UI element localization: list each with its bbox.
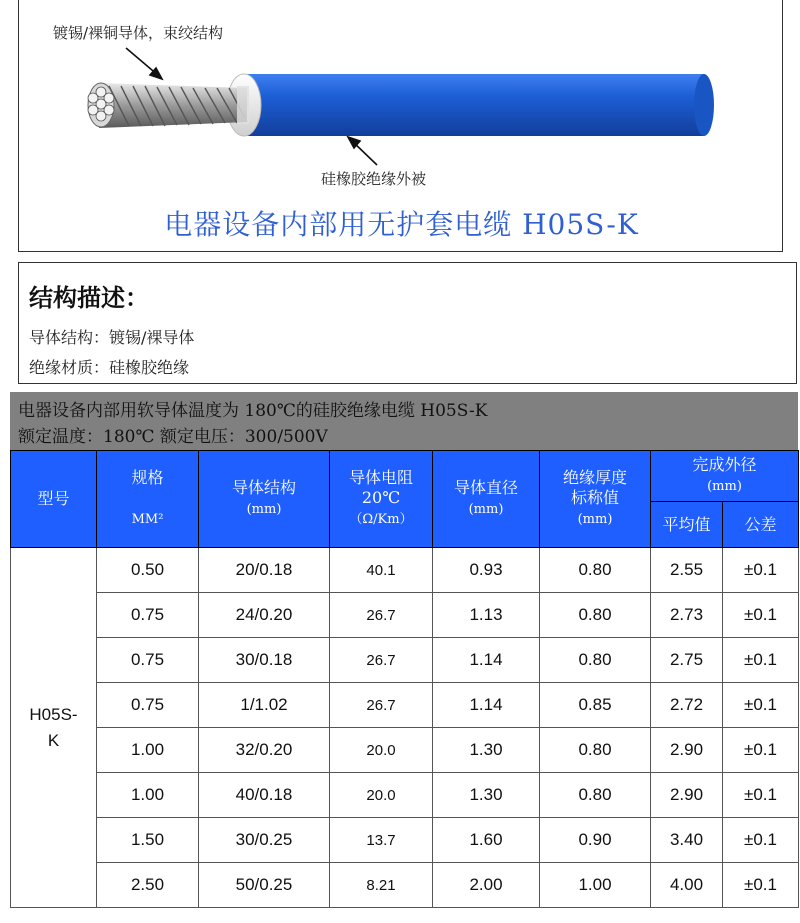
cell-spec: 2.50: [97, 863, 199, 908]
cell-diameter: 2.00: [433, 863, 540, 908]
conductor-structure-line: 导体结构：镀锡/裸导体: [29, 328, 195, 347]
cell-tolerance: ±0.1: [723, 638, 799, 683]
table-row: [11, 728, 799, 773]
table-row: [11, 593, 799, 638]
cell-resistance: 26.7: [330, 593, 433, 638]
cell-average: 2.72: [651, 683, 723, 728]
cell-spec: 0.75: [97, 638, 199, 683]
cell-structure: 32/0.20: [199, 728, 330, 773]
rating-banner: [10, 392, 798, 450]
cell-resistance: 13.7: [330, 818, 433, 863]
cell-resistance: 26.7: [330, 683, 433, 728]
table-row: [11, 818, 799, 863]
cell-resistance: 40.1: [330, 548, 433, 593]
cell-average: 2.90: [651, 773, 723, 818]
cell-structure: 30/0.25: [199, 818, 330, 863]
cell-diameter: 1.30: [433, 773, 540, 818]
cell-insulation: 0.80: [540, 773, 651, 818]
table-row: [11, 638, 799, 683]
insulation-material-line: 绝缘材质：硅橡胶绝缘: [29, 358, 190, 377]
cable-diagram-panel: [18, 0, 783, 252]
header-tolerance: 公差: [723, 502, 799, 548]
header-insulation: 绝缘厚度 标称值 (mm): [540, 451, 651, 548]
insulation-jacket: [227, 74, 714, 136]
cell-diameter: 1.14: [433, 638, 540, 683]
cell-spec: 0.50: [97, 548, 199, 593]
description-heading: 结构描述：: [29, 284, 149, 312]
cell-diameter: 1.60: [433, 818, 540, 863]
cell-tolerance: ±0.1: [723, 863, 799, 908]
cell-average: 4.00: [651, 863, 723, 908]
cell-spec: 1.00: [97, 728, 199, 773]
conductor-label: 镀锡/裸铜导体，束绞结构: [53, 24, 224, 42]
cell-tolerance: ±0.1: [723, 728, 799, 773]
table-row: [11, 863, 799, 908]
cell-tolerance: ±0.1: [723, 818, 799, 863]
conductor-arrow: [126, 48, 162, 79]
table-row: [11, 773, 799, 818]
cell-structure: 50/0.25: [199, 863, 330, 908]
cell-insulation: 0.80: [540, 593, 651, 638]
cell-spec: 1.00: [97, 773, 199, 818]
product-title: 电器设备内部用无护套电缆 H05S-K: [164, 208, 639, 241]
cell-spec: 0.75: [97, 683, 199, 728]
stranded-conductor: [88, 83, 249, 128]
header-average: 平均值: [651, 502, 723, 548]
cell-average: 2.55: [651, 548, 723, 593]
cell-structure: 20/0.18: [199, 548, 330, 593]
cell-spec: 0.75: [97, 593, 199, 638]
spec-table-wrapper: [10, 450, 799, 908]
cell-insulation: 0.90: [540, 818, 651, 863]
header-outer-diameter: 完成外径 (mm): [651, 451, 799, 502]
header-structure: 导体结构 (mm): [199, 451, 330, 548]
cell-tolerance: ±0.1: [723, 773, 799, 818]
cell-insulation: 0.80: [540, 728, 651, 773]
cell-average: 2.75: [651, 638, 723, 683]
cell-diameter: 1.30: [433, 728, 540, 773]
cell-structure: 1/1.02: [199, 683, 330, 728]
cell-insulation: 0.85: [540, 683, 651, 728]
cell-tolerance: ±0.1: [723, 548, 799, 593]
cell-resistance: 20.0: [330, 773, 433, 818]
insulation-label: 硅橡胶绝缘外被: [321, 170, 427, 188]
banner-title: 电器设备内部用软导体温度为 180℃的硅胶绝缘电缆 H05S-K: [18, 401, 488, 421]
cell-structure: 24/0.20: [199, 593, 330, 638]
cell-insulation: 1.00: [540, 863, 651, 908]
header-resistance: 导体电阻 20℃ （Ω/Km）: [330, 451, 433, 548]
insulation-arrow: [348, 137, 377, 165]
cell-resistance: 20.0: [330, 728, 433, 773]
header-model: 型号: [11, 451, 97, 548]
cell-insulation: 0.80: [540, 548, 651, 593]
cell-average: 2.90: [651, 728, 723, 773]
cell-structure: 40/0.18: [199, 773, 330, 818]
cell-average: 2.73: [651, 593, 723, 638]
cell-spec: 1.50: [97, 818, 199, 863]
cell-tolerance: ±0.1: [723, 593, 799, 638]
cell-diameter: 0.93: [433, 548, 540, 593]
cell-diameter: 1.14: [433, 683, 540, 728]
cell-structure: 30/0.18: [199, 638, 330, 683]
spec-table: [10, 450, 799, 908]
banner-ratings: 额定温度：180℃ 额定电压：300/500V: [18, 427, 328, 447]
structure-description-panel: [18, 262, 797, 384]
cell-resistance: 26.7: [330, 638, 433, 683]
model-cell: H05S- K: [11, 548, 97, 908]
cell-diameter: 1.13: [433, 593, 540, 638]
table-row: [11, 548, 799, 593]
cell-insulation: 0.80: [540, 638, 651, 683]
header-spec: 规格 MM²: [97, 451, 199, 548]
header-diameter: 导体直径 (mm): [433, 451, 540, 548]
cell-resistance: 8.21: [330, 863, 433, 908]
cell-average: 3.40: [651, 818, 723, 863]
cell-tolerance: ±0.1: [723, 683, 799, 728]
table-row: [11, 683, 799, 728]
